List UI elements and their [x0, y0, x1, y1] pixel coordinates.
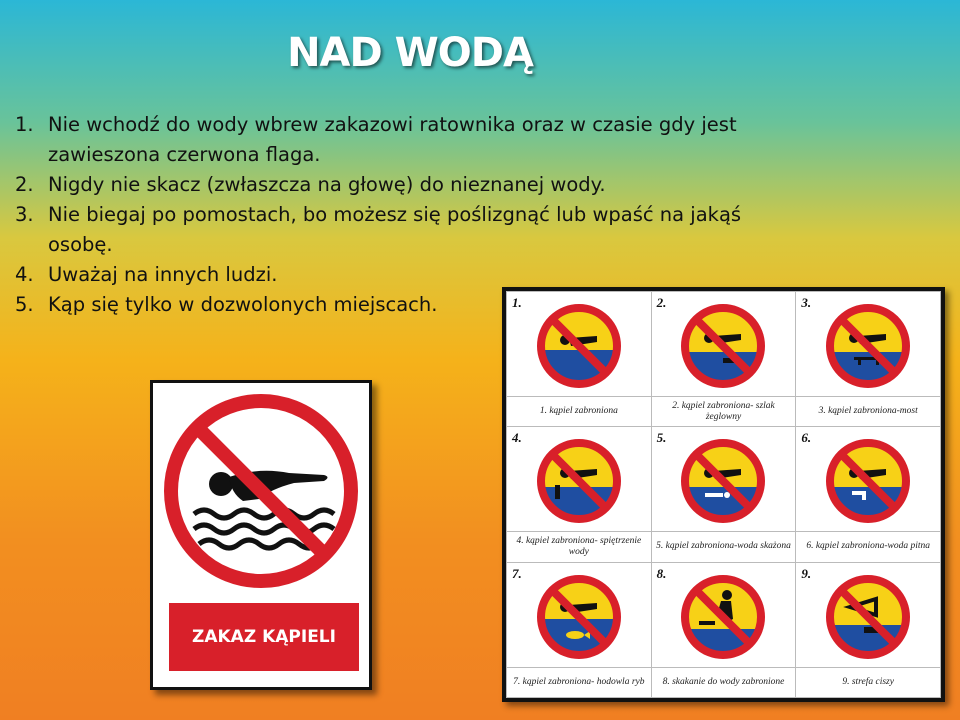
no-swimming-sign	[150, 380, 372, 690]
no-bathing-fish-icon	[535, 573, 623, 661]
rule-item	[10, 170, 810, 200]
sign-caption: 7. kąpiel zabroniona- hodowla ryb	[507, 667, 651, 697]
sign-caption: 4. kąpiel zabroniona- spiętrzenie wody	[507, 531, 651, 561]
no-bathing-icon	[535, 302, 623, 390]
no-bathing-ship-icon	[679, 302, 767, 390]
no-bathing-bridge-icon	[824, 302, 912, 390]
no-diving-icon	[679, 573, 767, 661]
rule-number: 1.	[15, 113, 34, 136]
sign-caption: 5. kąpiel zabroniona-woda skażona	[652, 531, 796, 561]
sign-caption: 9. strefa ciszy	[796, 667, 940, 697]
sign-cell	[652, 292, 796, 426]
rule-number: 2.	[15, 173, 34, 196]
rule-item	[10, 200, 810, 260]
sign-number: 2.	[656, 295, 667, 310]
sign-cell	[652, 563, 796, 697]
sign-caption: 1. kąpiel zabroniona	[507, 396, 651, 426]
rule-item	[10, 260, 810, 290]
sign-cell	[652, 427, 796, 561]
sign-cell	[507, 427, 651, 561]
sign-caption: 3. kąpiel zabroniona-most	[796, 396, 940, 426]
sign-number: 4.	[512, 430, 522, 446]
rule-text: Nie biegaj po pomostach, bo możesz się poślizgnąć lub wpaść na jakąś osobę.	[48, 203, 742, 256]
sign-number: 1.	[512, 295, 522, 310]
no-bathing-dam-icon	[535, 437, 623, 525]
sign-number: 8.	[656, 565, 667, 581]
rule-number: 4.	[15, 263, 34, 286]
sign-cell	[507, 292, 651, 426]
sign-label: ZAKAZ KĄPIELI	[169, 603, 359, 671]
sign-number: 5.	[656, 430, 667, 446]
no-swimming-icon	[159, 389, 363, 593]
sign-cell	[796, 563, 940, 697]
rule-number: 5.	[15, 293, 34, 316]
sign-cell	[507, 563, 651, 697]
prohibition-signs-grid	[502, 287, 945, 702]
sign-caption: 6. kąpiel zabroniona-woda pitna	[796, 531, 940, 561]
rule-text: Nigdy nie skacz (zwłaszcza na głowę) do nieznanej wody.	[48, 173, 606, 196]
sign-caption: 2. kąpiel zabroniona- szlak żeglowny	[652, 396, 796, 426]
no-bathing-pipe-icon	[679, 437, 767, 525]
quiet-zone-icon	[824, 573, 912, 661]
sign-number: 7.	[512, 565, 522, 581]
rule-number: 3.	[15, 203, 34, 226]
rule-text: Nie wchodź do wody wbrew zakazowi ratownika oraz w czasie gdy jest zawieszona czerwona flaga.	[48, 113, 737, 166]
sign-number: 6.	[801, 430, 812, 446]
rule-text: Kąp się tylko w dozwolonych miejscach.	[48, 293, 438, 316]
page-title: NAD WODĄ	[287, 30, 533, 76]
rule-item	[10, 110, 810, 170]
sign-caption: 8. skakanie do wody zabronione	[652, 667, 796, 697]
sign-number: 9.	[801, 565, 812, 581]
no-bathing-tap-icon	[824, 437, 912, 525]
sign-number: 3.	[801, 295, 812, 310]
rule-text: Uważaj na innych ludzi.	[48, 263, 278, 286]
sign-cell	[796, 292, 940, 426]
sign-cell	[796, 427, 940, 561]
